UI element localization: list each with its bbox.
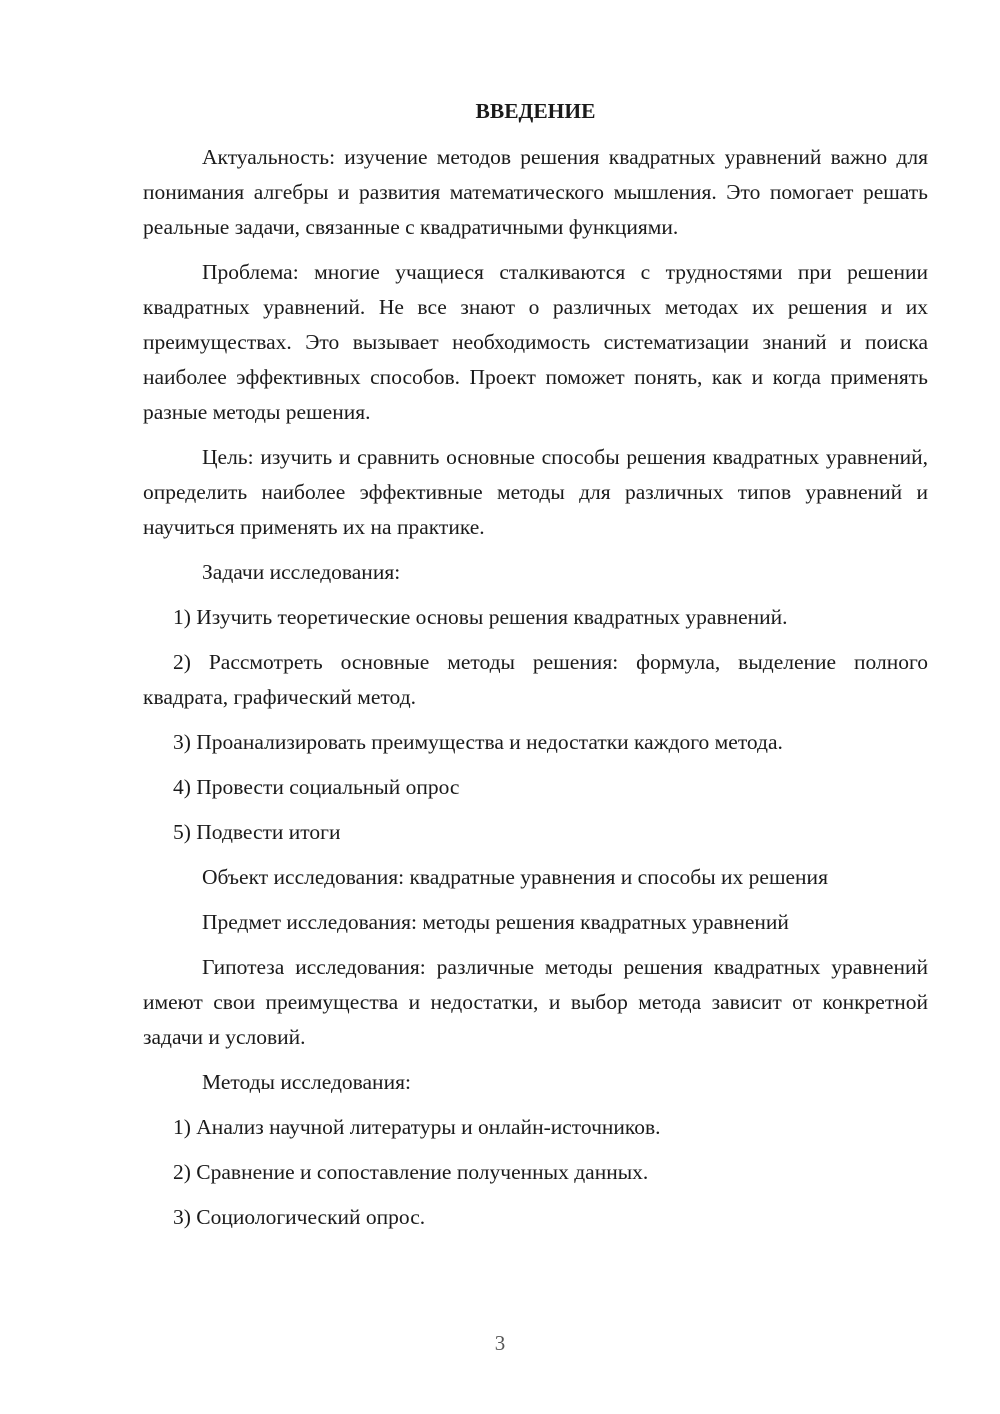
hypothesis-paragraph: Гипотеза исследования: различные методы решения квадратных уравнений имеют свои преимущества и недостатки, и выбор метода зависит от конкретной задачи и условий. (143, 955, 928, 1049)
task-item: 4) Провести социальный опрос (173, 775, 460, 799)
method-item: 3) Социологический опрос. (173, 1205, 426, 1229)
methods-heading: Методы исследования: (202, 1070, 411, 1094)
task-item: 1) Изучить теоретические основы решения квадратных уравнений. (173, 605, 788, 629)
subject-paragraph: Предмет исследования: методы решения квадратных уравнений (202, 910, 789, 934)
goal-paragraph: Цель: изучить и сравнить основные способы решения квадратных уравнений, определить наиболее эффективные методы для различных типов уравнений и научиться применять их на практике. (143, 445, 928, 539)
task-item: 2) Рассмотреть основные методы решения: формула, выделение полного квадрата, графический метод. (143, 650, 928, 709)
task-item: 3) Проанализировать преимущества и недостатки каждого метода. (173, 730, 783, 754)
method-item: 2) Сравнение и сопоставление полученных данных. (173, 1160, 649, 1184)
section-title: ВВЕДЕНИЕ (475, 99, 596, 123)
object-paragraph: Объект исследования: квадратные уравнения и способы их решения (202, 865, 828, 889)
document-page (143, 96, 928, 1245)
method-item: 1) Анализ научной литературы и онлайн-источников. (173, 1115, 661, 1139)
relevance-paragraph: Актуальность: изучение методов решения квадратных уравнений важно для понимания алгебры и развития математического мышления. Это помогает решать реальные задачи, связанные с квадратичными функциями. (143, 145, 928, 239)
tasks-heading: Задачи исследования: (202, 560, 401, 584)
problem-paragraph: Проблема: многие учащиеся сталкиваются с трудностями при решении квадратных уравнений. Не все знают о различных методах их решения и их преимуществах. Это вызывает необходимость систематизации знаний и поиска наиболее эффективных способов. Проект поможет понять, как и когда применять разные методы решения. (143, 260, 928, 424)
page-number: 3 (494, 1331, 506, 1355)
task-item: 5) Подвести итоги (173, 820, 341, 844)
